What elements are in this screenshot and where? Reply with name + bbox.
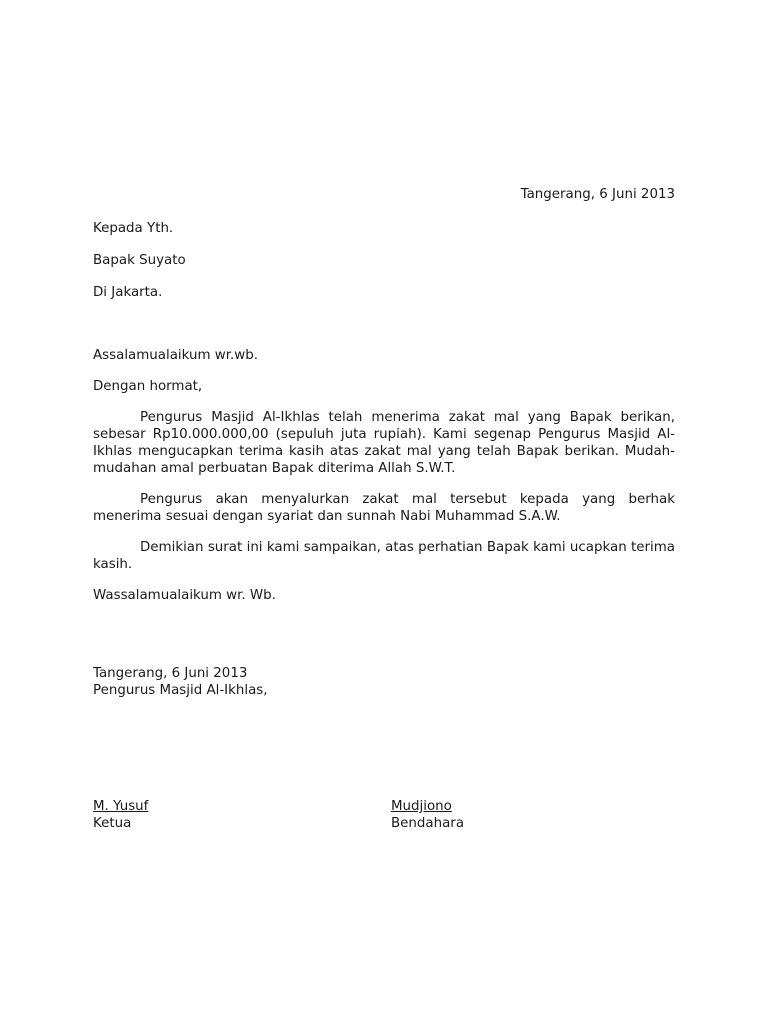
body-paragraph: Demikian surat ini kami sampaikan, atas perhatian Bapak kami ucapkan terima kasih. <box>93 540 675 572</box>
signatory-role: Ketua <box>93 816 132 831</box>
signatory-chairman <box>93 798 148 832</box>
signatory-name: Mudjiono <box>391 799 452 814</box>
signatory-role: Bendahara <box>391 816 465 831</box>
opening: Dengan hormat, <box>93 379 203 394</box>
body-paragraph: Pengurus Masjid Al-Ikhlas telah menerima zakat mal yang Bapak berikan, sebesar Rp10.000.000,00 (sepuluh juta rupiah). Kami segenap Pengurus Masjid Al-Ikhlas mengucapkan terima kasih atas zakat mal yang telah Bapak berikan. Mudah-mudahan amal perbuatan Bapak diterima Allah S.W.T. <box>93 410 675 476</box>
letter-date: Tangerang, 6 Juni 2013 <box>520 187 675 202</box>
signatory-name: M. Yusuf <box>93 799 149 814</box>
body-paragraph: Pengurus akan menyalurkan zakat mal tersebut kepada yang berhak menerima sesuai dengan syariat dan sunnah Nabi Muhammad S.A.W. <box>93 492 675 524</box>
recipient-block <box>93 220 186 316</box>
recipient-salutation: Kepada Yth. <box>93 221 174 236</box>
letter-page <box>93 0 675 1024</box>
recipient-name: Bapak Suyato <box>93 253 186 268</box>
closing-block <box>93 665 268 699</box>
letter-body <box>93 347 675 618</box>
closing-place-date: Tangerang, 6 Juni 2013 <box>93 666 248 681</box>
closing-greeting: Wassalamualaikum wr. Wb. <box>93 588 276 603</box>
recipient-location: Di Jakarta. <box>93 285 163 300</box>
organization-name: Pengurus Masjid Al-Ikhlas, <box>93 683 268 698</box>
signatory-treasurer <box>391 798 464 832</box>
greeting: Assalamualaikum wr.wb. <box>93 348 258 363</box>
